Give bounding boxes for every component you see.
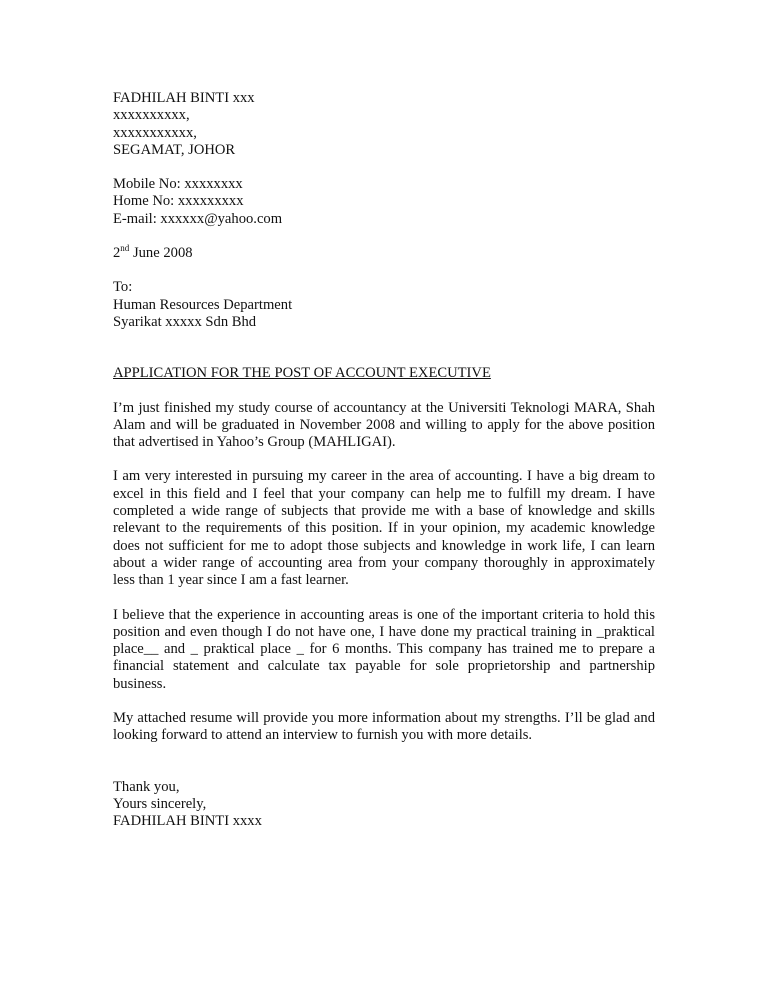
letter-subject: APPLICATION FOR THE POST OF ACCOUNT EXECUTIVE xyxy=(113,365,491,382)
sender-name: FADHILAH BINTI xxx xyxy=(113,90,255,106)
sender-address-line2: xxxxxxxxxxx, xyxy=(113,124,197,141)
letter-page xyxy=(113,90,655,831)
date-suffix: nd xyxy=(120,243,130,254)
date-day: 2 xyxy=(113,245,121,262)
date-rest: June 2008 xyxy=(129,245,193,262)
sender-city: SEGAMAT, JOHOR xyxy=(113,141,236,158)
body-paragraph-2: I am very interested in pursuing my career in the area of accounting. I have a big dream to excel in this field and I feel that your company can help me to fulfill my dream. I have completed a wide range of subjects that provide me with a base of knowledge and skills relevant to the requirements of this position. If in your opinion, my academic knowledge does not sufficient for me to adopt those subjects and knowledge in work life, I can learn about a wider range of accounting area from your company thoroughly in approximately less than 1 year since I am a fast learner. xyxy=(113,468,655,589)
sender-address-line1: xxxxxxxxxx, xyxy=(113,107,190,124)
recipient-department: Human Resources Department xyxy=(113,296,293,313)
signature-name: FADHILAH BINTI xxxx xyxy=(113,813,262,830)
recipient-address xyxy=(113,279,655,331)
letter-closing xyxy=(113,779,655,831)
sender-address xyxy=(113,90,655,159)
recipient-company: Syarikat xxxxx Sdn Bhd xyxy=(113,313,257,330)
closing-thanks: Thank you, xyxy=(113,778,180,795)
body-paragraph-4: My attached resume will provide you more information about my strengths. I’ll be glad and looking forward to attend an interview to furnish you with more details. xyxy=(113,710,655,744)
subject-line xyxy=(113,365,655,382)
letter-date xyxy=(113,245,655,262)
closing-sincerely: Yours sincerely, xyxy=(113,795,207,812)
email-address: E-mail: xxxxxx@yahoo.com xyxy=(113,210,283,227)
body-paragraph-3: I believe that the experience in accounting areas is one of the important criteria to hold this position and even though I do not have one, I have done my practical training in _praktical place__ and _ praktical place _ for 6 months. This company has trained me to prepare a financial statement and calculate tax payable for sole proprietorship and partnership business. xyxy=(113,606,655,692)
body-paragraph-1: I’m just finished my study course of accountancy at the Universiti Teknologi MARA, Shah Alam and will be graduated in November 2008 and willing to apply for the above position that advertised in Yahoo’s Group (MAHLIGAI). xyxy=(113,399,655,451)
contact-info xyxy=(113,176,655,228)
mobile-number: Mobile No: xxxxxxxx xyxy=(113,176,243,193)
recipient-to: To: xyxy=(113,279,133,296)
home-number: Home No: xxxxxxxxx xyxy=(113,193,244,210)
